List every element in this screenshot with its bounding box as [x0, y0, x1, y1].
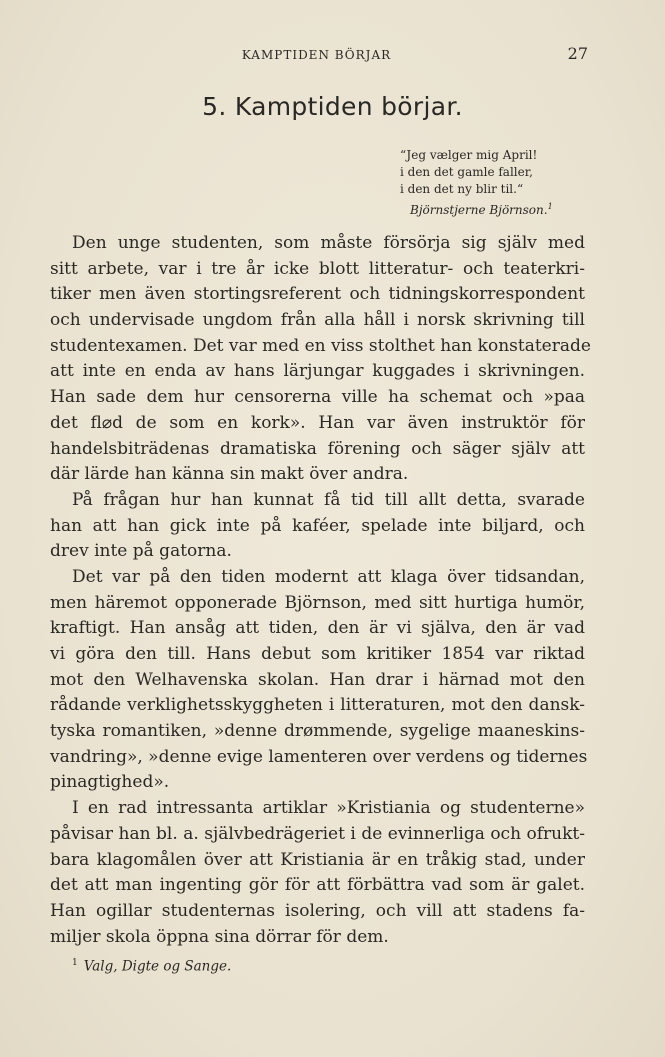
body-line: mot den Welhavenska skolan. Han drar i härnad mot den	[50, 669, 585, 690]
body-line: där lärde han känna sin makt över andra.	[50, 464, 409, 485]
epigraph-line: “Jeg vælger mig April!	[400, 148, 538, 162]
body-line: Han sade dem hur censorerna ville ha schemat och »paa	[50, 387, 585, 408]
body-line: och undervisade ungdom från alla håll i norsk skrivning till	[50, 310, 585, 331]
body-line: det att man ingenting gör för att förbättra vad som är galet.	[50, 875, 585, 896]
body-line: kraftigt. Han ansåg att tiden, den är vi själva, den är vad	[50, 618, 585, 639]
body-line: det fl⌀d de som en kork». Han var även instruktör för	[50, 412, 585, 433]
footnote	[72, 958, 231, 975]
epigraph-line: i den det ny blir til.“	[400, 182, 524, 196]
body-line: På frågan hur han kunnat få tid till allt detta, svarade	[72, 489, 585, 510]
body-line: han att han gick inte på kaféer, spelade inte biljard, och	[50, 515, 585, 536]
body-line: vandring», »denne evige lamenteren over verdens og tidernes	[50, 746, 588, 767]
body-line: studentexamen. Det var med en viss stolthet han konstaterade	[50, 335, 591, 356]
body-line: Han ogillar studenternas isolering, och vill att stadens fa-	[50, 900, 585, 921]
body-line: tiker men även stortingsreferent och tidningskorrespondent	[50, 284, 585, 305]
epigraph-line: i den det gamle faller,	[400, 165, 533, 179]
footnote-reference: 1	[547, 202, 553, 211]
body-line: rådande verklighetsskyggheten i litteraturen, mot den dansk-	[50, 695, 585, 716]
body-line: tyska romantiken, »denne drømmende, sygelige maaneskins-	[50, 721, 585, 742]
body-line: pinagtighed».	[50, 772, 170, 793]
body-line: drev inte på gatorna.	[50, 541, 232, 562]
page-number: 27	[567, 44, 588, 63]
body-line: vi göra den till. Hans debut som kritiker 1854 var riktad	[50, 644, 585, 664]
body-text	[50, 231, 591, 950]
body-line: att inte en enda av hans lärjungar kuggades i skrivningen.	[50, 361, 585, 382]
body-line: I en rad intressanta artiklar »Kristiania og studenterne»	[72, 798, 585, 819]
body-line: sitt arbete, var i tre år icke blott litteratur- och teaterkri-	[50, 258, 585, 279]
epigraph-attribution	[400, 198, 553, 219]
body-line: Den unge studenten, som måste försörja sig själv med	[72, 233, 585, 253]
chapter-title: 5. Kamptiden börjar.	[202, 92, 463, 121]
epigraph-attribution-text: Björnstjerne Björnson.	[410, 203, 548, 217]
footnote-mark: 1	[72, 958, 78, 968]
body-line: men häremot opponerade Björnson, med sitt hurtiga humör,	[50, 592, 585, 613]
body-line: handelsbiträdenas dramatiska förening och säger själv att	[50, 438, 585, 459]
body-line: miljer skola öppna sina dörrar för dem.	[50, 926, 389, 947]
body-line: bara klagomålen över att Kristiania är en tråkig stad, under	[50, 849, 585, 870]
footnote-text: Valg, Digte og Sange.	[83, 958, 232, 975]
body-line: Det var på den tiden modernt att klaga över tidsandan,	[72, 566, 585, 587]
running-head	[48, 44, 588, 64]
body-line: påvisar han bl. a. självbedrägeriet i de evinnerliga och ofrukt-	[50, 823, 585, 844]
running-head-title: KAMPTIDEN BÖRJAR	[241, 48, 392, 62]
epigraph	[400, 147, 553, 219]
